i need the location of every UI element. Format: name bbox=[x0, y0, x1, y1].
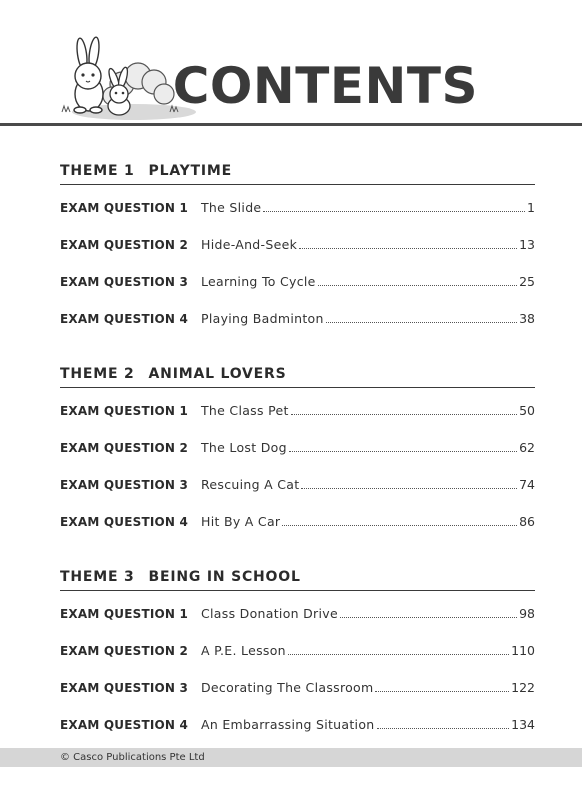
toc-entry[interactable] bbox=[60, 189, 535, 226]
toc-entry[interactable] bbox=[60, 466, 535, 503]
question-number: EXAM QUESTION 1 bbox=[60, 606, 189, 621]
page-number: 25 bbox=[519, 274, 535, 289]
theme-divider bbox=[60, 387, 535, 388]
toc-entry[interactable] bbox=[60, 392, 535, 429]
entry-title: A P.E. Lesson bbox=[201, 643, 286, 658]
entry-title: Class Donation Drive bbox=[201, 606, 338, 621]
theme-heading bbox=[60, 160, 535, 182]
question-number: EXAM QUESTION 4 bbox=[60, 514, 189, 529]
dot-leader bbox=[318, 273, 517, 286]
page-number: 13 bbox=[519, 237, 535, 252]
toc-entry[interactable] bbox=[60, 669, 535, 706]
header-divider bbox=[0, 123, 582, 126]
page-number: 134 bbox=[511, 717, 535, 732]
entry-title: Decorating The Classroom bbox=[201, 680, 374, 695]
page-number: 62 bbox=[519, 440, 535, 455]
theme-section-1 bbox=[60, 160, 535, 337]
entry-title: An Embarrassing Situation bbox=[201, 717, 375, 732]
page-number: 98 bbox=[519, 606, 535, 621]
page-number: 1 bbox=[527, 200, 535, 215]
page-number: 122 bbox=[511, 680, 535, 695]
theme-heading bbox=[60, 363, 535, 385]
toc-entry[interactable] bbox=[60, 226, 535, 263]
question-number: EXAM QUESTION 4 bbox=[60, 717, 189, 732]
toc-entry[interactable] bbox=[60, 706, 535, 743]
toc-entry[interactable] bbox=[60, 503, 535, 540]
theme-divider bbox=[60, 590, 535, 591]
dot-leader bbox=[326, 310, 517, 323]
toc-entry[interactable] bbox=[60, 263, 535, 300]
question-number: EXAM QUESTION 1 bbox=[60, 200, 189, 215]
theme-label: THEME 1 bbox=[60, 163, 135, 179]
toc-entry[interactable] bbox=[60, 300, 535, 337]
dot-leader bbox=[377, 716, 510, 729]
question-number: EXAM QUESTION 3 bbox=[60, 274, 189, 289]
theme-label: THEME 2 bbox=[60, 366, 135, 382]
question-number: EXAM QUESTION 2 bbox=[60, 643, 189, 658]
dot-leader bbox=[263, 199, 525, 212]
question-number: EXAM QUESTION 3 bbox=[60, 680, 189, 695]
page-footer bbox=[0, 748, 582, 767]
theme-divider bbox=[60, 184, 535, 185]
theme-name: BEING IN SCHOOL bbox=[148, 569, 301, 585]
page-header bbox=[0, 0, 582, 128]
page-number: 38 bbox=[519, 311, 535, 326]
theme-section-3 bbox=[60, 566, 535, 743]
toc-entry[interactable] bbox=[60, 595, 535, 632]
entry-title: Rescuing A Cat bbox=[201, 477, 300, 492]
page-number: 74 bbox=[519, 477, 535, 492]
page-number: 50 bbox=[519, 403, 535, 418]
dot-leader bbox=[282, 513, 517, 526]
toc-entry[interactable] bbox=[60, 632, 535, 669]
question-number: EXAM QUESTION 2 bbox=[60, 440, 189, 455]
dot-leader bbox=[291, 402, 517, 415]
toc-entry[interactable] bbox=[60, 429, 535, 466]
entry-title: Hide-And-Seek bbox=[201, 237, 298, 252]
theme-name: PLAYTIME bbox=[148, 163, 233, 179]
dot-leader bbox=[299, 236, 517, 249]
page-number: 110 bbox=[511, 643, 535, 658]
theme-section-2 bbox=[60, 363, 535, 540]
theme-label: THEME 3 bbox=[60, 569, 135, 585]
entry-title: The Slide bbox=[201, 200, 262, 215]
dot-leader bbox=[340, 605, 517, 618]
copyright-text: © Casco Publications Pte Ltd bbox=[60, 752, 205, 763]
dot-leader bbox=[289, 439, 517, 452]
page-number: 86 bbox=[519, 514, 535, 529]
dot-leader bbox=[288, 642, 509, 655]
entry-title: Playing Badminton bbox=[201, 311, 324, 326]
theme-heading bbox=[60, 566, 535, 588]
dot-leader bbox=[375, 679, 509, 692]
entry-title: The Lost Dog bbox=[201, 440, 287, 455]
question-number: EXAM QUESTION 4 bbox=[60, 311, 189, 326]
question-number: EXAM QUESTION 1 bbox=[60, 403, 189, 418]
page-title: CONTENTS bbox=[172, 57, 478, 115]
question-number: EXAM QUESTION 2 bbox=[60, 237, 189, 252]
entry-title: Learning To Cycle bbox=[201, 274, 316, 289]
question-number: EXAM QUESTION 3 bbox=[60, 477, 189, 492]
entry-title: Hit By A Car bbox=[201, 514, 281, 529]
theme-name: ANIMAL LOVERS bbox=[148, 366, 287, 382]
dot-leader bbox=[301, 476, 517, 489]
entry-title: The Class Pet bbox=[201, 403, 289, 418]
